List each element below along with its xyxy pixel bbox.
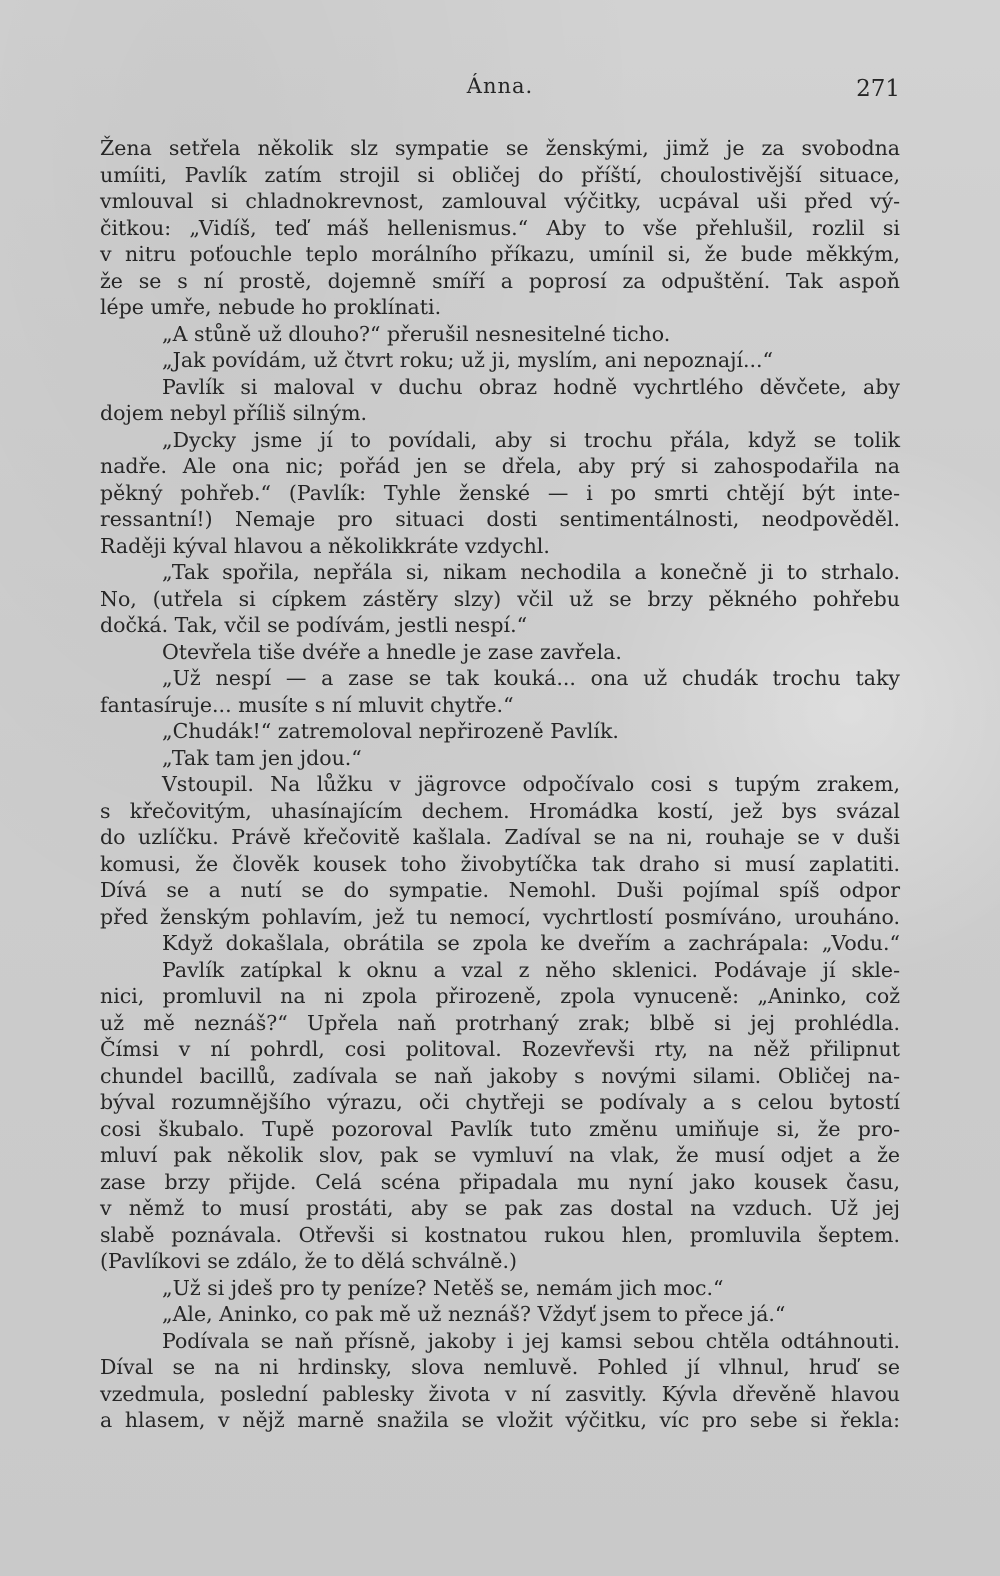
text-line: Vstoupil. Na lůžku v jägrovce odpočívalo cosi s tupým zrakem, [162,772,900,796]
text-line: „A stůně už dlouho?“ přerušil nesnesitelné ticho. [162,321,671,346]
text-line: Pavlík zatípkal k oknu a vzal z něho sklenici. Podávaje jí skle- [162,957,900,982]
text-line: „Tak spořila, nepřála si, nikam nechodila a konečně ji to strhalo. [162,560,900,584]
text-line: lépe umře, nebude ho proklínati. [100,295,442,319]
text-line: „Chudák!“ zatremoloval nepřirozeně Pavlík. [162,719,619,743]
text-line: „Tak tam jen jdou.“ [162,745,362,770]
text-line: Čímsi v ní pohrdl, cosi politoval. Rozevřevši rty, na něž přilipnut [100,1037,900,1061]
text-line: Otevřela tiše dvéře a hnedle je zase zavřela. [162,639,622,664]
text-line: že se s ní prostě, dojemně smíří a poprosí za odpuštění. Tak aspoň [100,268,900,293]
text-line: „Ale, Aninko, co pak mě už neznáš? Vždyť jsem to přece já.“ [162,1302,786,1326]
text-line: a hlasem, v nějž marně snažila se vložit výčitku, víc pro sebe si řekla: [100,1408,900,1432]
text-line: nadře. Ale ona nic; pořád jen se dřela, aby prý si zahospodařila na [100,454,900,478]
text-line: cosi škubalo. Tupě pozoroval Pavlík tuto změnu umiňuje si, že pro- [100,1116,900,1141]
text-line: s křečovitým, uhasínajícím dechem. Hromádka kostí, jež bys svázal [100,798,900,823]
page-number: 271 [856,76,900,102]
text-line: pěkný pohřeb.“ (Pavlík: Tyhle ženské — i po smrti chtějí být inte- [100,480,900,505]
text-line: mluví pak několik slov, pak se vymluví na vlak, že musí odjet a že [100,1143,900,1167]
text-line: dojem nebyl příliš silným. [100,401,368,425]
text-line: Žena setřela několik slz sympatie se ženskými, jimž je za svobodna [100,136,900,160]
text-line: „Dycky jsme jí to povídali, aby si trochu přála, když se tolik [162,427,900,452]
text-line: vmlouval si chladnokrevnost, zamlouval výčitky, ucpával uši před vý- [100,189,900,213]
text-line: v nitru poťouchle teplo morálního příkazu, umínil si, že bude měkkým, [100,242,900,266]
running-title: Ánna. [466,74,534,98]
text-line: čitkou: „Vidíš, teď máš hellenismus.“ Aby to vše přehlušil, rozlil si [100,215,900,240]
text-line: Raději kýval hlavou a několikkráte vzdychl. [100,533,550,558]
text-line: už mě neznáš?“ Upřela naň protrhaný zrak; blbě si jej prohlédla. [100,1010,900,1035]
text-line: fantasíruje... musíte s ní mluvit chytře.“ [100,692,514,717]
text-line: zase brzy přijde. Celá scéna připadala mu nyní jako kousek času, [100,1169,900,1194]
text-line: komusi, že člověk kousek toho živobytíčka tak draho si musí zaplatiti. [100,851,900,876]
text-line: „Už si jdeš pro ty peníze? Netěš se, nemám jich moc.“ [162,1275,724,1300]
text-line: dočká. Tak, včil se podívám, jestli nespí.“ [100,613,528,637]
text-line: ressantní!) Nemaje pro situaci dosti sentimentálnosti, neodpověděl. [100,507,900,531]
body-text [100,135,900,1434]
text-line: před ženským pohlavím, jež tu nemocí, vychrtlostí posmíváno, urouháno. [100,904,900,929]
text-line: „Už nespí — a zase se tak kouká... ona už chudák trochu taky [162,666,900,690]
text-line: „Jak povídám, už čtvrt roku; už ji, myslím, ani nepoznají...“ [162,348,774,372]
text-line: No, (utřela si cípkem zástěry slzy) včil už se brzy pěkného pohřebu [100,586,900,611]
text-line: vzedmula, poslední pablesky života v ní zasvitly. Kývla dřevěně hlavou [100,1381,900,1406]
text-line: Když dokašlala, obrátila se zpola ke dveřím a zachrápala: „Vodu.“ [162,931,900,955]
text-line: Díval se na ni hrdinsky, slova nemluvě. Pohled jí vlhnul, hruď se [100,1355,900,1379]
text-line: Pavlík si maloval v duchu obraz hodně vychrtlého děvčete, aby [162,374,900,399]
text-line: (Pavlíkovi se zdálo, že to dělá schválně.) [100,1249,517,1273]
text-line: chundel bacillů, zadívala se naň jakoby s novými silami. Obličej na- [100,1063,900,1088]
text-line: do uzlíčku. Právě křečovitě kašlala. Zadíval se na ni, rouhaje se v duši [100,825,900,849]
text-line: v němž to musí prostáti, aby se pak zas dostal na vzduch. Už jej [100,1196,900,1220]
text-line: umíiti, Pavlík zatím strojil si obličej do příští, choulostivější situace, [100,162,900,187]
text-line: Podívala se naň přísně, jakoby i jej kamsi sebou chtěla odtáhnouti. [162,1328,900,1353]
text-line: nici, promluvil na ni zpola přirozeně, zpola vynuceně: „Aninko, což [100,984,900,1008]
text-line: býval rozumnějšího výrazu, oči chytřeji se podívaly a s celou bytostí [100,1090,900,1114]
text-line: slabě poznávala. Otřevši si kostnatou rukou hlen, promluvila šeptem. [100,1222,900,1247]
page-header [100,74,900,106]
text-line: Dívá se a nutí se do sympatie. Nemohl. Duši pojímal spíš odpor [100,878,900,902]
